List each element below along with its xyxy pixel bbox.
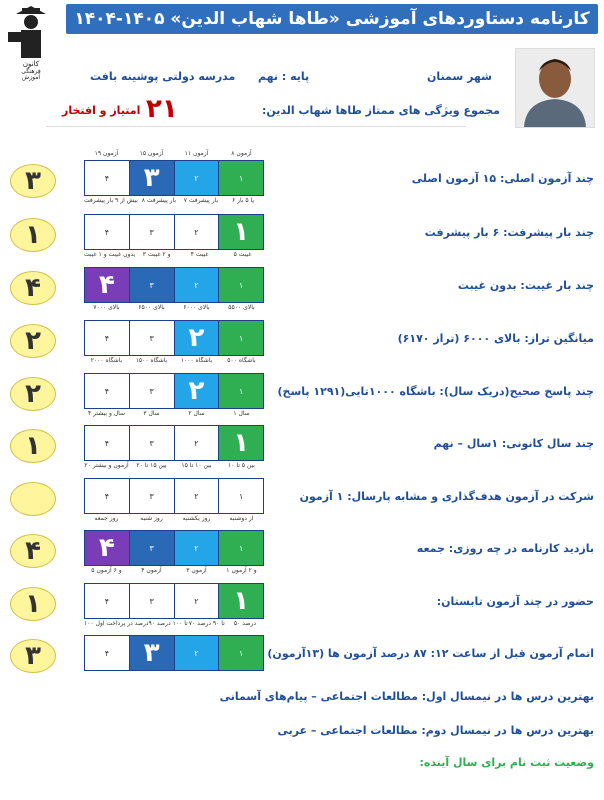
row-score-circle: ۳ [10, 164, 56, 198]
row-bottom-label: ۱ و ۲ آزمون [226, 567, 257, 574]
row-bottom-label: ۷۰ تا ۹۰ درصد [188, 620, 225, 627]
registration-status: وضعیت ثبت نام برای سال آینده: [419, 756, 594, 769]
row-bottom-labels [84, 304, 264, 311]
level-cell: ۴ [85, 636, 129, 670]
row-question: چند سال کانونی: ۱سال – نهم [433, 437, 594, 450]
row-bottom-labels [84, 251, 264, 258]
student-photo [515, 48, 595, 128]
row-score-circle: ۱ [10, 429, 56, 463]
level-cell: ۱ [218, 426, 263, 460]
level-cell: ۳ [129, 161, 174, 195]
row-question: چند بار پیشرفت: ۶ بار پیشرفت [424, 226, 594, 239]
row-question: شرکت در آزمون هدف‌گذاری و مشابه پارسال: ۱ آزمون [299, 490, 594, 503]
row-bottom-labels [84, 462, 264, 469]
level-cell: ۴ [85, 531, 129, 565]
row-bottom-label: بالای ۶۵۰۰ [138, 304, 165, 311]
row-bottom-label: بین ۱۵ تا ۲۰ [136, 462, 167, 469]
row-bottom-label: ۱ سال [233, 410, 250, 417]
level-cell: ۱ [218, 215, 263, 249]
row-level-bar [84, 583, 264, 619]
row-question: اتمام آزمون قبل از ساعت ۱۲: ۸۷ درصد آزمون ها (۱۳آزمون) [267, 647, 594, 660]
row-bottom-label: ۹۰ تا ۱۰۰ درصد [148, 620, 188, 627]
level-cell: ۳ [129, 584, 174, 618]
row-top-label: ۱۵ آزمون [139, 150, 164, 157]
level-cell: ۱ [218, 479, 263, 513]
row-bottom-label: ۶ یا ۵ بار [231, 197, 255, 204]
level-cell: ۲ [174, 215, 219, 249]
row-level-bar [84, 267, 264, 303]
level-cell: ۲ [174, 426, 219, 460]
level-cell: ۱ [218, 636, 263, 670]
row-bottom-label: بیش از ۹ بار پیشرفت [84, 197, 138, 204]
row-bottom-label: ۴ غیبت [190, 251, 209, 258]
row-level-bar [84, 425, 264, 461]
level-cell: ۲ [174, 531, 219, 565]
level-cell: ۲ [174, 479, 219, 513]
row-top-label: ۸ آزمون [231, 150, 252, 157]
level-cell: ۲ [174, 161, 219, 195]
row-level-bar [84, 478, 264, 514]
row-question: بازدید کارنامه در چه روزی: جمعه [416, 542, 594, 555]
row-question: میانگین تراز: بالای ۶۰۰۰ (تراز ۶۱۷۰) [397, 332, 594, 345]
row-top-label: ۱۱ آزمون [184, 150, 209, 157]
row-bottom-label: بالای ۶۰۰۰ [183, 304, 210, 311]
total-score: ۲۱ [146, 94, 178, 124]
row-level-bar [84, 530, 264, 566]
row-bottom-label: ۲ سال [188, 410, 205, 417]
row-bottom-labels [84, 197, 264, 204]
row-level-bar [84, 160, 264, 196]
svg-text:فرهنگی: فرهنگی [21, 68, 41, 75]
svg-text:آموزش: آموزش [21, 74, 41, 81]
row-bottom-label: روز جمعه [94, 515, 119, 522]
row-bottom-labels [84, 357, 264, 364]
row-bottom-label: ۸ بار پیشرفت [141, 197, 177, 204]
row-bottom-label: باشگاه ۵۰۰ [227, 357, 256, 364]
row-score-circle: ۲ [10, 377, 56, 411]
level-cell: ۴ [85, 268, 129, 302]
best-courses-second: بهترین درس ها در نیمسال دوم: مطالعات اجتماعی – عربی [277, 724, 594, 737]
row-bottom-label: ۵ و ۶ آزمون [91, 567, 122, 574]
level-cell: ۱ [218, 584, 263, 618]
level-cell: ۴ [85, 321, 129, 355]
row-score-circle: ۱ [10, 218, 56, 252]
level-cell: ۳ [129, 636, 174, 670]
level-cell: ۱ [218, 161, 263, 195]
row-bottom-labels [84, 410, 264, 417]
row-bottom-label: ۴ آزمون [141, 567, 162, 574]
row-bottom-label: ۵۰ درصد [233, 620, 257, 627]
row-level-bar [84, 320, 264, 356]
level-cell: ۳ [129, 426, 174, 460]
level-cell: ۳ [129, 531, 174, 565]
level-cell: ۴ [85, 215, 129, 249]
row-bottom-label: ۲۰ آزمون و بیشتر [84, 462, 129, 469]
city: شهر سمنان [427, 70, 492, 83]
divider [46, 126, 466, 127]
row-bottom-labels [84, 567, 264, 574]
school-name: مدرسه دولتی پوشینه بافت [90, 70, 236, 83]
level-cell: ۳ [129, 321, 174, 355]
row-score-circle: ۴ [10, 534, 56, 568]
total-features-label: مجموع ویژگی های ممتاز طاها شهاب الدین: [261, 104, 500, 117]
grade: پایه : نهم [258, 70, 310, 83]
row-score-circle: ۳ [10, 639, 56, 673]
level-cell: ۳ [129, 479, 174, 513]
level-cell: ۳ [129, 215, 174, 249]
level-cell: ۲ [174, 374, 219, 408]
row-bottom-label: از دوشنبه [229, 515, 254, 522]
kanoon-logo [2, 2, 60, 80]
row-score-circle [10, 482, 56, 516]
row-bottom-label: روز شنبه [140, 515, 163, 522]
row-level-bar [84, 214, 264, 250]
row-bottom-label: ۳ و ۲ غیبت [142, 251, 171, 258]
row-bottom-labels [84, 620, 264, 627]
row-question: چند بار غیبت: بدون غیبت [457, 279, 594, 292]
level-cell: ۱ [218, 268, 263, 302]
row-bottom-label: ۵ غیبت [233, 251, 252, 258]
row-bottom-label: ۳ آزمون [186, 567, 207, 574]
row-score-circle: ۴ [10, 271, 56, 305]
row-bottom-label: باشگاه ۱۰۰۰ [180, 357, 213, 364]
level-cell: ۱ [218, 374, 263, 408]
score-label: امتیاز و افتخار [62, 104, 141, 117]
row-bottom-label: ۳ سال [143, 410, 160, 417]
best-courses-first: بهترین درس ها در نیمسال اول: مطالعات اجتماعی – پیام‌های آسمانی [219, 690, 594, 703]
svg-text:کانون: کانون [22, 60, 40, 68]
level-cell: ۴ [85, 374, 129, 408]
row-bottom-label: ۷ بار پیشرفت [183, 197, 219, 204]
row-bottom-label: ۴ سال و بیشتر [87, 410, 126, 417]
row-score-circle: ۲ [10, 324, 56, 358]
row-bottom-label: باشگاه ۲۰۰۰ [90, 357, 123, 364]
level-cell: ۱ [218, 531, 263, 565]
level-cell: ۱ [218, 321, 263, 355]
row-level-bar [84, 373, 264, 409]
level-cell: ۴ [85, 161, 129, 195]
level-cell: ۲ [174, 584, 219, 618]
report-title: کارنامه دستاوردهای آموزشی «طاها شهاب الدین» ۱۴۰۵-۱۴۰۴ [66, 4, 598, 34]
row-bottom-label: ۱۰۰ درصد در پرداخت اول [84, 620, 149, 627]
level-cell: ۴ [85, 584, 129, 618]
row-bottom-label: بین ۵ تا ۱۰ [228, 462, 255, 469]
row-top-label: ۱۹ آزمون [94, 150, 119, 157]
row-question: چند آزمون اصلی: ۱۵ آزمون اصلی [411, 172, 594, 185]
row-question: چند پاسخ صحیح(دریک سال): باشگاه ۱۰۰۰تایی(۱۲۹۱ پاسخ) [277, 385, 594, 398]
row-bottom-label: روز یکشنبه [182, 515, 211, 522]
row-bottom-label: باشگاه ۱۵۰۰ [135, 357, 168, 364]
row-bottom-label: بالای ۵۵۰۰ [228, 304, 255, 311]
level-cell: ۳ [129, 374, 174, 408]
row-bottom-label: بین ۱۰ تا ۱۵ [181, 462, 212, 469]
level-cell: ۲ [174, 636, 219, 670]
row-top-labels [84, 150, 264, 157]
row-bottom-label: بدون غیبت و ۱ غیبت [84, 251, 136, 258]
level-cell: ۲ [174, 268, 219, 302]
row-score-circle: ۱ [10, 587, 56, 621]
level-cell: ۴ [85, 479, 129, 513]
level-cell: ۳ [129, 268, 174, 302]
level-cell: ۴ [85, 426, 129, 460]
level-cell: ۲ [174, 321, 219, 355]
row-bottom-labels [84, 515, 264, 522]
row-bottom-label: بالای ۷۰۰۰ [93, 304, 120, 311]
row-question: حضور در چند آزمون تابستان: [436, 595, 594, 608]
row-level-bar [84, 635, 264, 671]
